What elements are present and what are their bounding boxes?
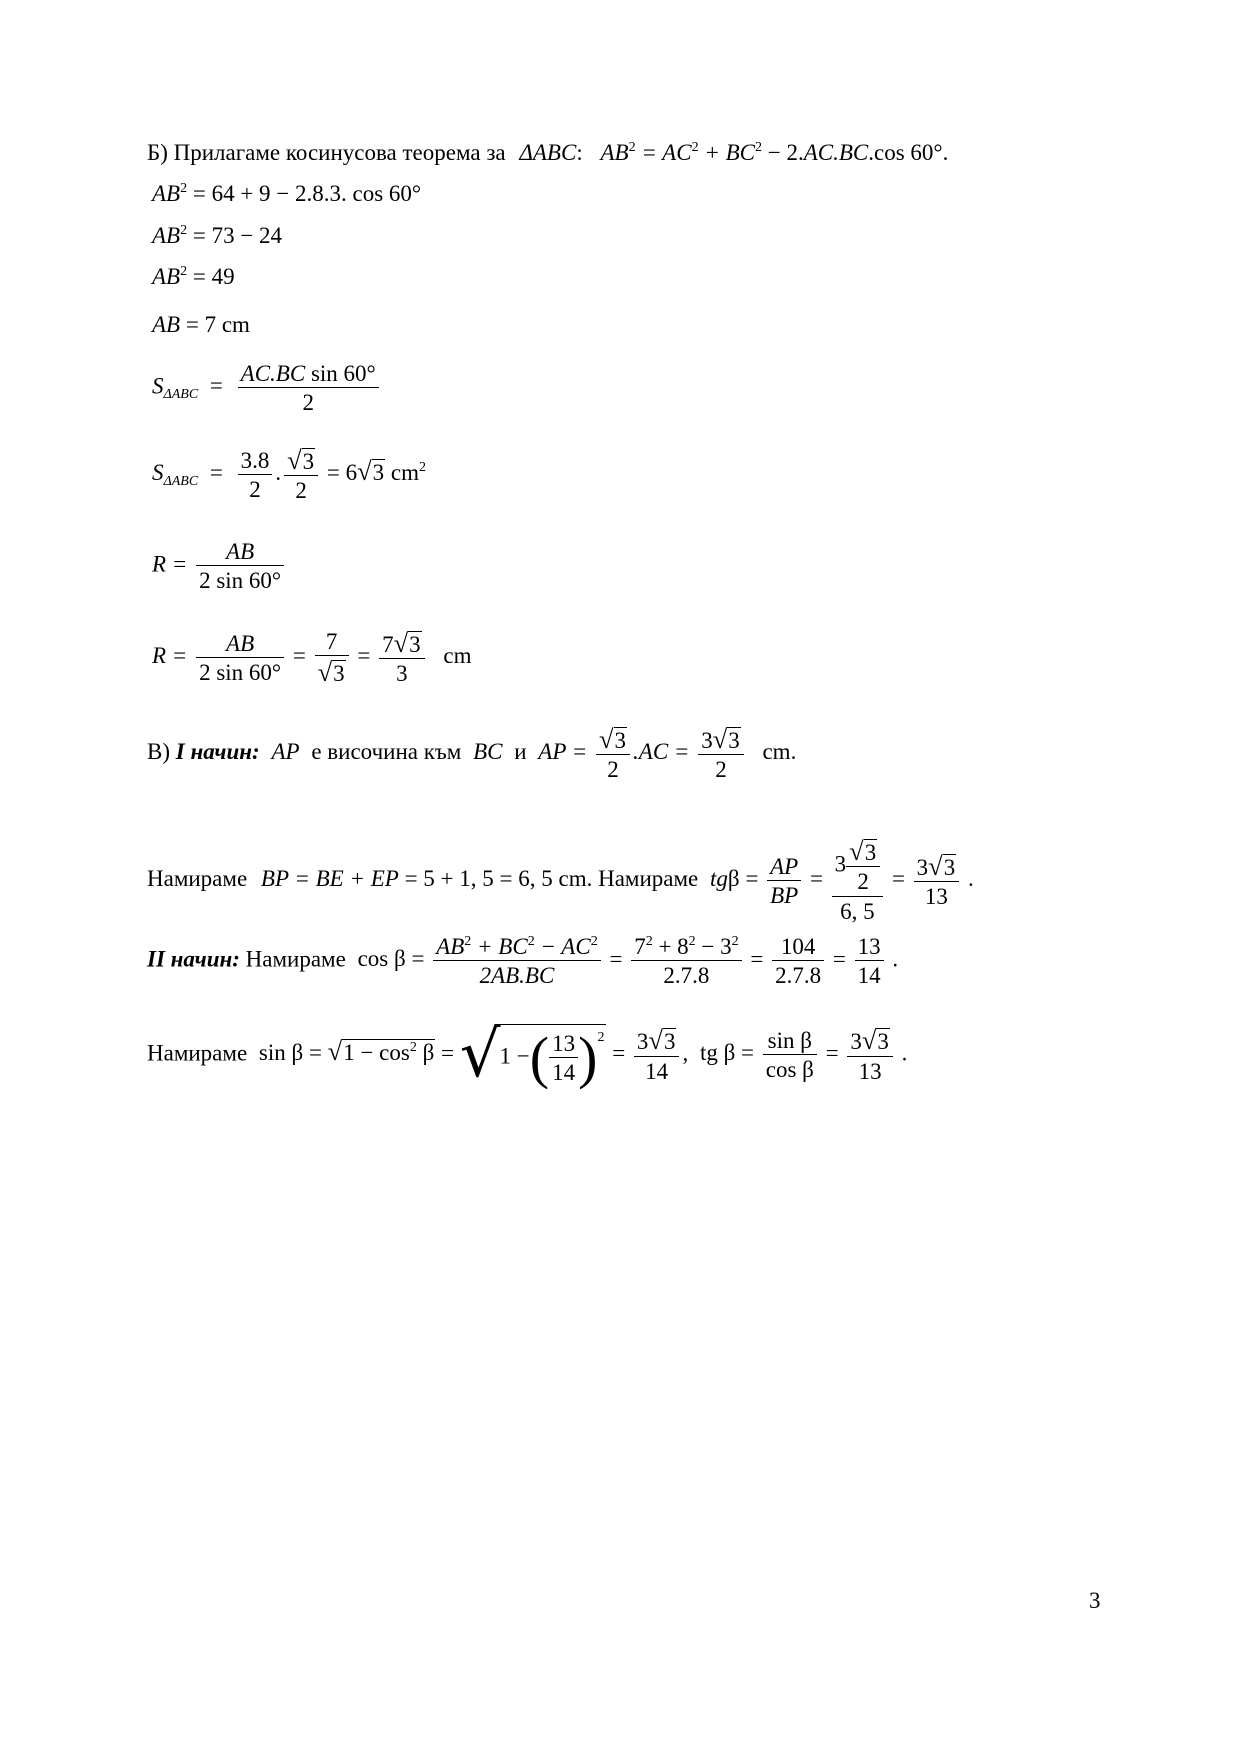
cos-lhs: cos β = — [357, 946, 425, 972]
ac: .AC = — [633, 739, 690, 765]
bp-eq: BP = BE + EP — [260, 866, 399, 892]
num: AB — [196, 632, 284, 658]
den: 3 — [396, 661, 408, 687]
den: 2 — [249, 476, 261, 502]
sqrt-one-minus-cos2: $√1 - \cos^2 \beta$ — [327, 1036, 435, 1067]
r-numeric — [152, 630, 471, 685]
frac-sin-cos — [763, 1029, 817, 1081]
sqrt3: √3 — [287, 445, 315, 475]
s-sub: ΔABC — [163, 473, 199, 489]
eq: = — [357, 643, 371, 669]
and: и — [514, 739, 527, 765]
sqrt3: √3 — [861, 1025, 889, 1056]
section-b-intro-line — [147, 141, 948, 164]
unit: cm — [443, 643, 472, 669]
sqrt3: √3 — [317, 657, 345, 687]
den: 13 — [858, 1058, 882, 1084]
eq: = — [209, 460, 223, 486]
ab: AB — [152, 312, 181, 337]
method-2: II начин: — [147, 946, 240, 972]
ap: AP — [271, 739, 300, 765]
exp: 2 — [691, 139, 699, 155]
den: 2.7.8 — [775, 963, 822, 988]
unit: cm — [390, 460, 420, 486]
unit: cm. — [762, 739, 797, 765]
frac-sqrt3-2 — [596, 726, 630, 781]
area-fraction — [238, 362, 379, 414]
line2-rhs: = 73 − 24 — [192, 223, 283, 248]
tg2-lhs: tg β = — [699, 1040, 755, 1066]
den: 2 — [295, 478, 307, 504]
exp: 2 — [419, 459, 427, 475]
den: BP — [770, 882, 799, 908]
find3: Намираме — [147, 1040, 248, 1066]
r-lhs: R = — [152, 643, 188, 669]
den: 14 — [645, 1058, 669, 1084]
find2: Намираме — [245, 946, 346, 972]
comma: , — [682, 1040, 689, 1066]
sqrt3: √3 — [648, 1025, 676, 1056]
frac-3sqrt3-13: $\frac{3√3}{13}$ — [914, 853, 960, 908]
frac-compound: 3 $\frac{√3}{2}$ 6, 5 — [832, 838, 884, 923]
sin-line — [147, 1018, 908, 1092]
r-fraction — [196, 540, 284, 592]
frac-3sqrt3-13: $\frac{3√3}{13}$ — [847, 1027, 893, 1082]
r-fraction — [196, 632, 284, 684]
s-sub: ΔABC — [163, 387, 199, 403]
sqrt3: √3 — [712, 724, 740, 754]
method-1: I начин: — [175, 739, 260, 765]
ab: AB — [152, 223, 181, 248]
frac-7-sqrt3 — [315, 630, 349, 685]
sin-lhs: sin β = — [258, 1040, 322, 1066]
r-formula — [152, 540, 287, 592]
frac-cos-values: $\frac{7^2 + 8^2 - 3^2}{2.7.8}$ — [631, 935, 741, 987]
triangle-abc: ΔABC — [519, 140, 577, 165]
r-lhs: R = — [152, 551, 188, 577]
exp: 2 — [180, 222, 188, 238]
text1: е височина към — [311, 739, 462, 765]
section-v-line — [147, 726, 796, 781]
frac-3sqrt3-2: $\frac{3√3}{2}$ — [698, 726, 744, 781]
den: 2 — [715, 757, 727, 783]
bc-term: + BC — [704, 140, 755, 165]
eq: = — [832, 946, 846, 972]
sqrt3: √3 — [849, 836, 877, 866]
frac-7sqrt3-3: $\frac{7√3}{3}$ — [379, 630, 425, 685]
exp: 2 — [628, 139, 636, 155]
den: 2 sin 60° — [199, 659, 282, 685]
bp-vals: = 5 + 1, 5 = 6, 5 cm. Намираме — [404, 866, 699, 892]
eq: = — [891, 866, 905, 892]
page-number: 3 — [1089, 1588, 1101, 1613]
exp: 2 — [180, 263, 188, 279]
sin60: sin 60° — [305, 361, 376, 386]
acbc: AC.BC — [240, 361, 306, 386]
den: 2 — [302, 390, 314, 415]
sqrt3: √3 — [357, 456, 385, 487]
cos60: .cos 60°. — [868, 140, 949, 165]
frac-ap-bp — [767, 855, 801, 907]
minus-two: − 2. — [767, 140, 804, 165]
den: cos β — [765, 1057, 814, 1082]
den: 13 — [924, 884, 948, 910]
sqrt-big: √1 −( $\frac{13}{14}$ )$^2$ — [459, 1018, 605, 1092]
frac-13-14 — [855, 935, 884, 987]
den: 6, 5 — [840, 899, 875, 925]
den: 14 — [857, 963, 881, 988]
eq: = — [609, 946, 623, 972]
eq-line-1 — [152, 182, 421, 205]
dot: . — [275, 460, 282, 486]
frac-3sqrt3-14: $\frac{3√3}{14}$ — [634, 1027, 680, 1082]
cos-line — [147, 935, 898, 987]
num: 7 — [315, 630, 349, 656]
ab: AB — [600, 140, 629, 165]
sqrt3: √3 — [928, 851, 956, 881]
sqrt3: √3 — [393, 628, 421, 658]
eq-line-2 — [152, 224, 282, 247]
intro-text: Б) Прилагаме косинусова теорема за — [147, 140, 506, 165]
ap-eq: AP = — [538, 739, 588, 765]
den: 2AB.BC — [479, 963, 555, 988]
eq: = — [612, 1040, 626, 1066]
bp-tg-line — [147, 838, 974, 923]
den: 2 sin 60° — [199, 568, 282, 593]
eq: = — [750, 946, 764, 972]
ac-term: = AC — [641, 140, 692, 165]
frac-13-14: $\frac{13}{14}$ — [549, 1032, 578, 1084]
label: В) — [147, 739, 170, 765]
area-formula — [152, 362, 382, 414]
area-numeric — [152, 447, 426, 502]
num: sin β — [763, 1029, 817, 1055]
find1: Намираме — [147, 866, 248, 892]
ab: AB — [152, 264, 181, 289]
s: S — [152, 373, 164, 399]
period: . — [901, 1040, 908, 1066]
frac-38-2 — [238, 449, 273, 501]
num: AP — [767, 855, 801, 881]
period: . — [892, 946, 899, 972]
eq: = — [292, 643, 306, 669]
num: AB — [196, 540, 284, 566]
eq: = — [209, 373, 223, 399]
num: 104 — [772, 935, 824, 961]
sqrt3: √3 — [599, 724, 627, 754]
num: 13 — [855, 935, 884, 961]
exp: 2 — [180, 180, 188, 196]
eq: = — [825, 1040, 839, 1066]
frac-cos-general: $\frac{AB^2 + BC^2 - AC^2}{2AB.BC}$ — [433, 935, 601, 987]
frac-104 — [772, 935, 824, 987]
line4-rhs: = 7 cm — [185, 312, 250, 337]
num: 3.8 — [238, 449, 273, 475]
den: 2 — [607, 757, 619, 783]
line1-rhs: = 64 + 9 − 2.8.3. cos 60° — [192, 181, 422, 206]
bc: BC — [473, 739, 503, 765]
colon: : — [576, 140, 583, 165]
period: . — [967, 866, 974, 892]
eq-line-4 — [152, 313, 250, 336]
tg: tg — [710, 866, 728, 892]
result: = 6 — [326, 460, 358, 486]
frac-sqrt3-2 — [284, 447, 318, 502]
eq: = — [809, 866, 823, 892]
eq-line-3 — [152, 265, 235, 288]
beta-eq: β = — [727, 866, 759, 892]
eq: = — [441, 1040, 455, 1066]
acbc: AC.BC — [803, 140, 869, 165]
den: 2.7.8 — [663, 963, 710, 988]
s: S — [152, 460, 164, 486]
ab: AB — [152, 181, 181, 206]
frac-sqrt3-2-inner: $\frac{√3}{2}$ — [846, 838, 880, 894]
line3-rhs: = 49 — [192, 264, 235, 289]
exp: 2 — [755, 139, 762, 155]
